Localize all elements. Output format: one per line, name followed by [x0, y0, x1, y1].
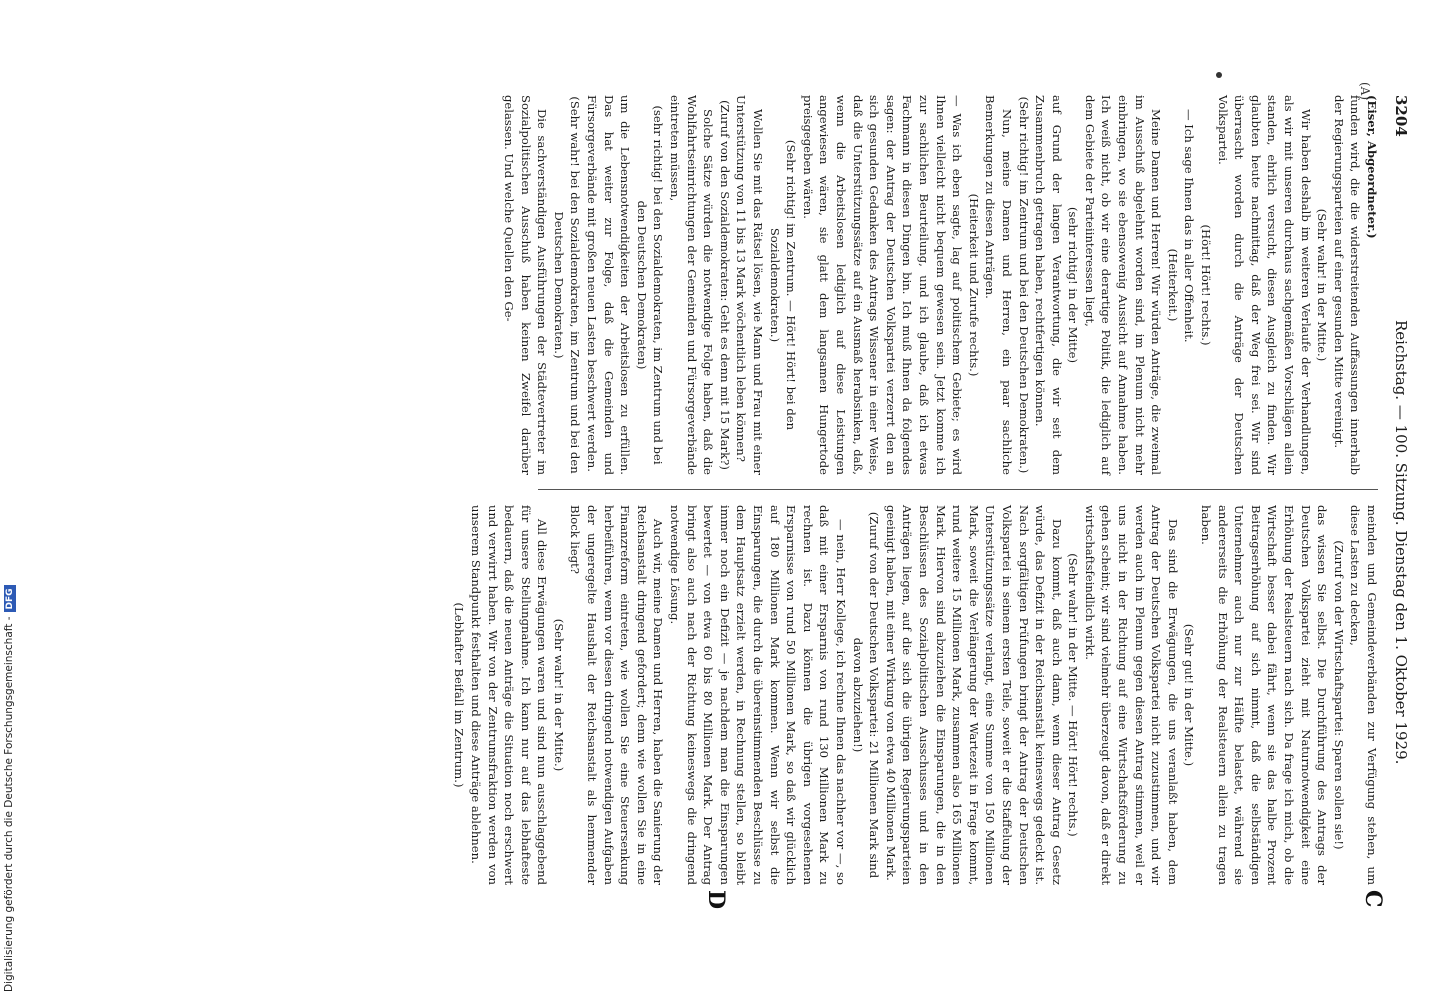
digitization-credit — [3, 0, 23, 992]
paragraph: — Was ich eben sagte, lag auf politischem Gebiete; es wird Ihnen vielleicht nicht bequem gewesen sein. Jetzt komme ich zur sachlichen Beurteilung, und ich glaube, daß ich etwas Fachmann in diesen Dingen bin. Ich muß Ihnen da folgendes sagen: der Antrag der Deutschen Volkspartei verzerrt den an sich gesunden Gedanken des Antrags Wissener in einer Weise, daß die Unterstützungssätze auf ein Ausmaß herabsinken, daß, wenn die Arbeitslosen lediglich auf diese Leistungen angewiesen wären, sie glatt dem langsamen Hungertode preisgegeben wären. — [800, 95, 965, 475]
interjection: (Heiterkeit und Zurufe rechts.) — [966, 193, 981, 377]
column-divider — [538, 489, 1378, 490]
paragraph: Das sind die Erwägungen, die uns veranlaßt haben, dem Antrag der Deutschen Volkspartei nicht zuzustimmen, und wir werden auch im Plenum gegen diesen Antrag stimmen, weil er uns nicht in der Richtung auf eine Wirtschaftsförderung zu gehen scheint; wir sind vielmehr überzeugt davon, daß er direkt wirtschaftsfeindlich wirkt. — [1082, 505, 1180, 885]
paragraph: Solche Sätze würden die notwendige Folge haben, daß die Wohlfahrtseinrichtungen der Gemeinden und Fürsorgeverbände eintreten müssen, — [668, 95, 716, 475]
paragraph: — nein, Herr Kollege, ich rechne Ihnen das nachher vor —, so daß mit einer Ersparnis von rund 130 Millionen Mark zu rechnen ist. Dazu können die übrigen vorgesehenen Ersparnisse von rund 50 Millionen Mark, so daß wir glücklich auf 180 Millionen Mark kommen. Wenn wir selbst die Einsparungen, die durch die übereinstimmenden Beschlüsse zu dem Hauptsatz erzielt werden, in Rechnung stellen, so bleibt immer noch ein Defizit — je nachdem man die Einsparungen bewertet — von etwa 60 bis 80 Millionen Mark. Der Antrag bringt also auch nach der Richtung keineswegs die dringend notwendige Lösung. — [668, 505, 848, 885]
paragraph: auf Grund der langen Verantwortung, die wir seit dem Zusammenbruch getragen haben, rechtfertigen können. — [1033, 95, 1064, 475]
interjection: (Sehr wahr! in der Mitte.) — [1315, 208, 1330, 362]
paragraph: um die Lebensnotwendigkeiten der Arbeitslosen zu erfüllen. Das hat weiter zur Folge, daß die Gemeinden und Fürsorgeverbände mit großen neuen Lasten beschwert werden. — [585, 95, 633, 475]
credit-text: Digitalisierung gefördert durch die Deutsche Forschungsgemeinschaft - — [3, 616, 15, 992]
interjection: (Zuruf von der Deutschen Volkspartei: 21 Millionen Mark sind davon abzuziehen!) — [850, 511, 882, 879]
paragraph: meinden und Gemeindeverbänden zur Verfügung stehen, um diese Lasten zu decken, — [1348, 505, 1379, 885]
paragraph: Wollen Sie mit das Rätsel lösen, wie Mann und Frau mit einer Unterstützung von 11 bis 13 Mark wöchentlich leben können? — [734, 95, 766, 475]
interjection: (sehr richtig! bei den Sozialdemokraten, im Zentrum und bei den Deutschen Demokraten) — [634, 105, 666, 465]
paragraph: Nun, meine Damen und Herren, ein paar sachliche Bemerkungen zu diesen Anträgen. — [983, 95, 1014, 475]
page-title: Reichstag. — 100. Sitzung. Dienstag den 1. Oktober 1929. — [1392, 320, 1410, 765]
interjection: (Hört! Hört! rechts.) — [1199, 224, 1214, 346]
interjection: (Zuruf von den Sozialdemokraten: Geht es denn mit 15 Mark?) — [717, 100, 732, 470]
interjection: (Sehr wahr! in der Mitte. — Hört! Hört! rechts.) — [1066, 553, 1081, 837]
page-number: 3204 — [1392, 95, 1410, 137]
paragraph: funden wird, die die widerstreitenden Auffassungen innerhalb der Regierungsparteien auf einer gesunden Mitte vereinigt. — [1331, 95, 1363, 475]
paragraph: Auch wir, meine Damen und Herren, haben die Sanierung der Reichsanstalt dringend gefordert; denn wie wollen Sie in eine Finanzreform eintreten, wie wollen Sie eine Steuersenkung herbeiführen, wenn vor diesen dringend notwendigen Aufgaben der ungeregelte Haushalt der Reichsanstalt als hemmender Block liegt? — [568, 505, 666, 885]
running-head — [1384, 95, 1418, 885]
interjection: (Sehr richtig! im Zentrum. — Hört! Hört! bei den Sozialdemokraten.) — [767, 139, 799, 431]
margin-mark-a: (A) — [1358, 82, 1372, 101]
interjection: (Heiterkeit.) — [1165, 248, 1180, 322]
text-column-right — [451, 505, 1380, 885]
speaker-line: (Eiser, Abgeordneter.) — [1365, 95, 1379, 239]
paragraph: Die sachverständigen Ausführungen der Städtevertreter im Sozialpolitischen Ausschuß haben keinen Zweifel darüber gelassen. Und welche Quellen den Ge- — [502, 95, 550, 475]
interjection: (Zuruf von der Wirtschaftspartei: Sparen sollen sie!) — [1331, 540, 1346, 850]
interjection: (sehr richtig! in der Mitte) — [1066, 206, 1081, 364]
dfg-logo: DFG — [4, 585, 16, 612]
text-column-left — [501, 95, 1380, 475]
paragraph: das wissen Sie selbst. Die Durchführung des Antrags der Deutschen Volkspartei zieht mit Naturnotwendigkeit eine Erhöhung der Realsteuern nach sich. Da frage ich mich, ob die Wirtschaft besser dabei fährt, wenn sie das halbe Prozent Beitragserhöhung auf sich nimmt, daß die selbständigen Unternehmer auch nur zur Hälfte belastet, während sie andererseits die Erhöhung der Realsteuern allein zu tragen haben. — [1199, 505, 1330, 885]
interjection: (Lebhafter Beifall im Zentrum.) — [452, 602, 467, 788]
paragraph: Dazu kommt, daß auch dann, wenn dieser Antrag Gesetz würde, das Defizit in der Reichsanstalt keineswegs gedeckt ist. Nach sorgfältigen Prüfungen bringt der Antrag der Deutschen Volkspartei in seinem ersten Teile, soweit er die Staffelung der Unterstützungssätze verlangt, eine Summe von 150 Millionen Mark, soweit die Verlängerung der Wartezeit in Frage kommt, rund weitere 15 Millionen Mark, zusammen also 165 Millionen Mark. Hiervon sind abzuziehen die Einsparungen, die in den Beschlüssen des Sozialpolitischen Ausschusses und in den Anträgen liegen, auf die sich die übrigen Regierungsparteien geeinigt haben, mit einer Wirkung von etwa 40 Millionen Mark. — [883, 505, 1064, 885]
binding-hole-mark — [1216, 72, 1222, 78]
interjection: (Sehr wahr! bei den Sozialdemokraten, im Zentrum und bei den Deutschen Demokraten.) — [551, 96, 583, 474]
interjection: (Sehr richtig! im Zentrum und bei den Deutschen Demokraten.) — [1016, 96, 1031, 474]
interjection: (Sehr wahr! in der Mitte.) — [551, 618, 566, 772]
margin-mark-d: D — [703, 890, 729, 910]
paragraph: All diese Erwägungen waren und sind nun ausschlaggebend für unsere Stellungnahme. Ich kann nur auf das lebhafteste bedauern, daß die neuen Anträge die Situation noch erschwert und verwirrt haben. Wir von der Zentrumsfraktion werden von unserem Standpunkt festhalten und diese Anträge ablehnen. — [468, 505, 550, 885]
interjection: (Sehr gut! in der Mitte.) — [1182, 623, 1197, 767]
paragraph: Wir haben deshalb im weiteren Verlaufe der Verhandlungen, als wir mit unseren durchaus sachgemäßen Vorschlägen allein standen, ehrlich versucht, diesen Ausgleich zu finden. Wir glaubten heute nachmittag, daß der Weg frei sei. Wir sind überrascht worden durch die Anträge der Deutschen Volkspartei. — [1215, 95, 1313, 475]
paragraph: Meine Damen und Herren! Wir würden Anträge, die zweimal im Ausschuß abgelehnt worden sind, im Plenum nicht mehr einbringen, wo sie ebensowenig Aussicht auf Annahme haben. Ich weiß nicht, ob wir eine derartige Politik, die lediglich auf dem Gebiete der Parteiinteressen liegt, — [1082, 95, 1164, 475]
paragraph: — Ich sage Ihnen das in aller Offenheit. — [1182, 109, 1197, 343]
margin-mark-c: C — [1360, 890, 1386, 908]
